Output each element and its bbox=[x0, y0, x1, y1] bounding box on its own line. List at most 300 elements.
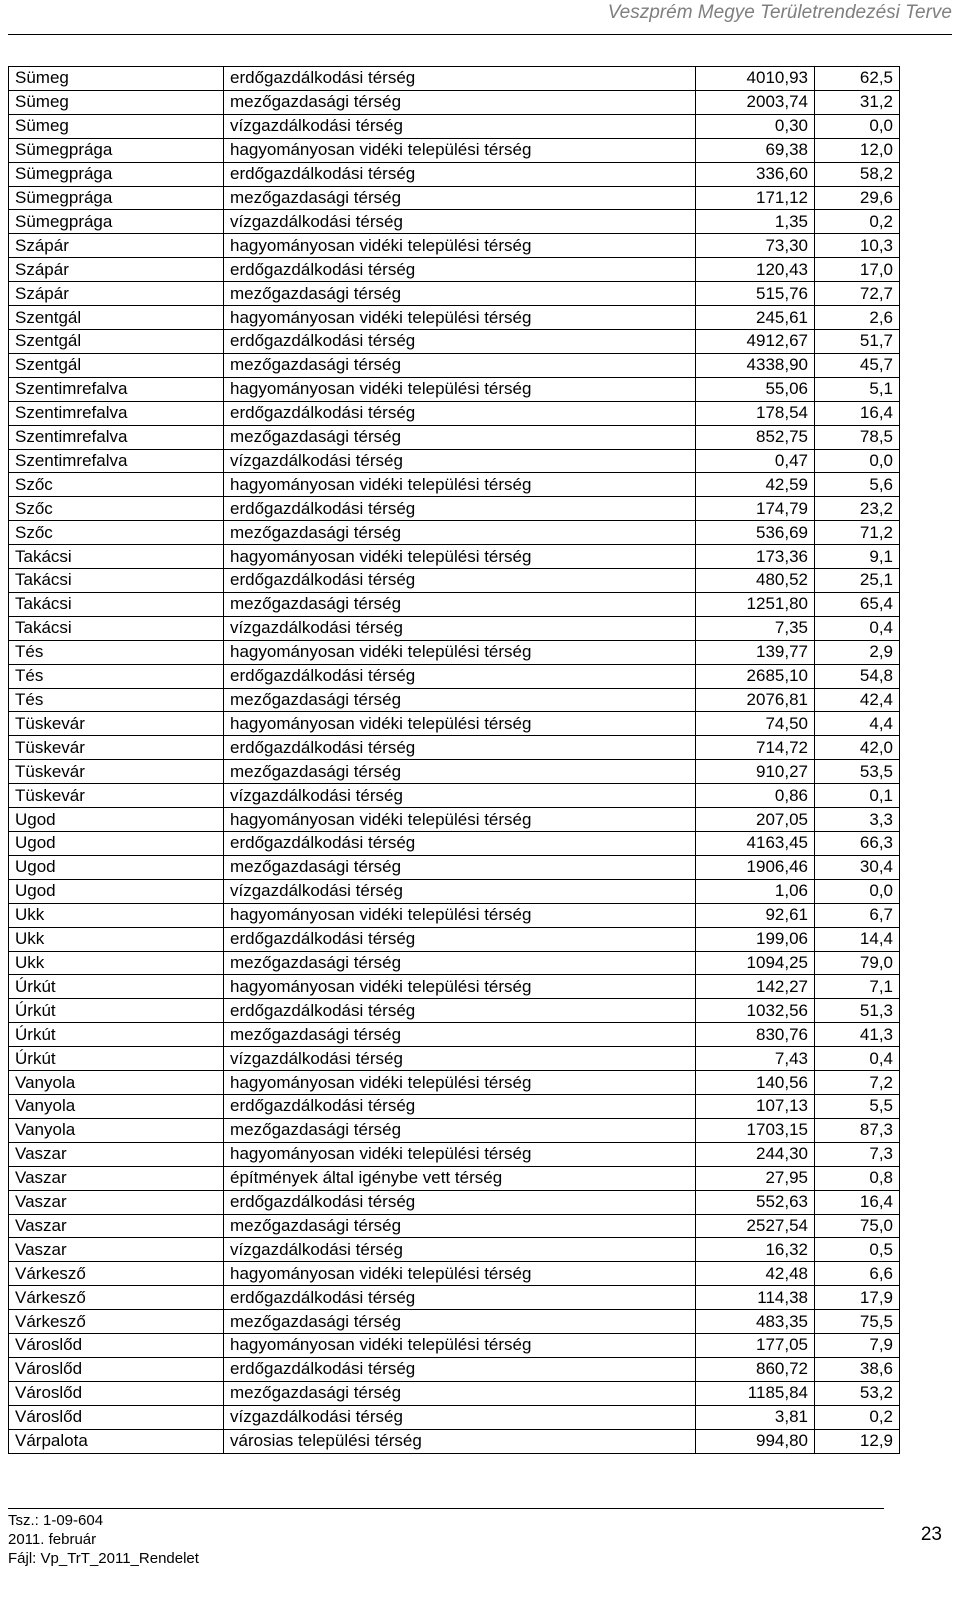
percent-cell: 0,2 bbox=[815, 1405, 900, 1429]
zone-type-cell: vízgazdálkodási térség bbox=[224, 1405, 696, 1429]
settlement-cell: Sümeg bbox=[9, 90, 224, 114]
footer-date: 2011. február bbox=[8, 1531, 97, 1548]
zone-type-cell: vízgazdálkodási térség bbox=[224, 616, 696, 640]
zone-type-cell: erdőgazdálkodási térség bbox=[224, 569, 696, 593]
area-cell: 910,27 bbox=[696, 760, 815, 784]
table-row bbox=[9, 1238, 900, 1262]
area-cell: 177,05 bbox=[696, 1334, 815, 1358]
area-cell: 2003,74 bbox=[696, 90, 815, 114]
area-cell: 73,30 bbox=[696, 234, 815, 258]
settlement-cell: Ukk bbox=[9, 927, 224, 951]
document-header-title: Veszprém Megye Területrendezési Terve bbox=[607, 2, 952, 23]
settlement-cell: Sümegprága bbox=[9, 210, 224, 234]
settlement-cell: Városlőd bbox=[9, 1381, 224, 1405]
area-cell: 244,30 bbox=[696, 1142, 815, 1166]
zone-type-cell: erdőgazdálkodási térség bbox=[224, 736, 696, 760]
percent-cell: 87,3 bbox=[815, 1118, 900, 1142]
area-cell: 4912,67 bbox=[696, 329, 815, 353]
settlement-cell: Szápár bbox=[9, 234, 224, 258]
percent-cell: 9,1 bbox=[815, 545, 900, 569]
percent-cell: 7,9 bbox=[815, 1334, 900, 1358]
area-cell: 994,80 bbox=[696, 1429, 815, 1453]
settlement-cell: Takácsi bbox=[9, 592, 224, 616]
settlement-cell: Szentimrefalva bbox=[9, 401, 224, 425]
percent-cell: 45,7 bbox=[815, 353, 900, 377]
settlement-cell: Szentimrefalva bbox=[9, 377, 224, 401]
percent-cell: 5,5 bbox=[815, 1094, 900, 1118]
table-row bbox=[9, 353, 900, 377]
table-row bbox=[9, 1357, 900, 1381]
settlement-cell: Tés bbox=[9, 688, 224, 712]
settlement-cell: Szőc bbox=[9, 473, 224, 497]
settlement-cell: Tüskevár bbox=[9, 784, 224, 808]
zone-type-cell: vízgazdálkodási térség bbox=[224, 879, 696, 903]
table-row bbox=[9, 784, 900, 808]
percent-cell: 41,3 bbox=[815, 1023, 900, 1047]
table-row bbox=[9, 616, 900, 640]
settlement-cell: Szőc bbox=[9, 521, 224, 545]
zone-type-cell: erdőgazdálkodási térség bbox=[224, 1357, 696, 1381]
area-cell: 174,79 bbox=[696, 497, 815, 521]
settlement-cell: Vaszar bbox=[9, 1214, 224, 1238]
zone-type-cell: hagyományosan vidéki települési térség bbox=[224, 903, 696, 927]
footer-info bbox=[8, 1511, 199, 1568]
zone-type-cell: hagyományosan vidéki települési térség bbox=[224, 377, 696, 401]
zone-type-cell: hagyományosan vidéki települési térség bbox=[224, 712, 696, 736]
table-row bbox=[9, 1047, 900, 1071]
area-cell: 1251,80 bbox=[696, 592, 815, 616]
table-row bbox=[9, 1094, 900, 1118]
zone-type-cell: vízgazdálkodási térség bbox=[224, 1238, 696, 1262]
settlement-cell: Várkesző bbox=[9, 1262, 224, 1286]
settlement-cell: Szentgál bbox=[9, 329, 224, 353]
settlement-cell: Ugod bbox=[9, 855, 224, 879]
area-cell: 483,35 bbox=[696, 1310, 815, 1334]
area-cell: 16,32 bbox=[696, 1238, 815, 1262]
settlement-cell: Szápár bbox=[9, 258, 224, 282]
zone-type-cell: erdőgazdálkodási térség bbox=[224, 497, 696, 521]
area-cell: 1,06 bbox=[696, 879, 815, 903]
settlement-cell: Szentimrefalva bbox=[9, 425, 224, 449]
settlement-cell: Takácsi bbox=[9, 545, 224, 569]
table-row bbox=[9, 951, 900, 975]
table-row bbox=[9, 975, 900, 999]
percent-cell: 17,9 bbox=[815, 1286, 900, 1310]
area-cell: 714,72 bbox=[696, 736, 815, 760]
table-row bbox=[9, 186, 900, 210]
table-row bbox=[9, 1142, 900, 1166]
percent-cell: 0,5 bbox=[815, 1238, 900, 1262]
percent-cell: 42,0 bbox=[815, 736, 900, 760]
area-cell: 0,86 bbox=[696, 784, 815, 808]
area-cell: 178,54 bbox=[696, 401, 815, 425]
settlement-cell: Sümegprága bbox=[9, 162, 224, 186]
table-row bbox=[9, 162, 900, 186]
percent-cell: 6,7 bbox=[815, 903, 900, 927]
zone-type-cell: erdőgazdálkodási térség bbox=[224, 927, 696, 951]
zone-type-cell: mezőgazdasági térség bbox=[224, 1381, 696, 1405]
settlement-cell: Sümegprága bbox=[9, 186, 224, 210]
area-cell: 74,50 bbox=[696, 712, 815, 736]
zone-type-cell: mezőgazdasági térség bbox=[224, 1214, 696, 1238]
percent-cell: 51,3 bbox=[815, 999, 900, 1023]
table-row bbox=[9, 1429, 900, 1453]
settlement-cell: Takácsi bbox=[9, 569, 224, 593]
area-cell: 139,77 bbox=[696, 640, 815, 664]
zone-type-cell: erdőgazdálkodási térség bbox=[224, 1286, 696, 1310]
zone-type-cell: hagyományosan vidéki települési térség bbox=[224, 234, 696, 258]
area-cell: 107,13 bbox=[696, 1094, 815, 1118]
land-use-table bbox=[8, 66, 900, 1454]
zone-type-cell: építmények által igénybe vett térség bbox=[224, 1166, 696, 1190]
area-cell: 114,38 bbox=[696, 1286, 815, 1310]
table-row bbox=[9, 114, 900, 138]
percent-cell: 23,2 bbox=[815, 497, 900, 521]
settlement-cell: Szentimrefalva bbox=[9, 449, 224, 473]
settlement-cell: Várkesző bbox=[9, 1286, 224, 1310]
area-cell: 1,35 bbox=[696, 210, 815, 234]
percent-cell: 75,0 bbox=[815, 1214, 900, 1238]
table-body bbox=[9, 67, 900, 1454]
header-divider bbox=[8, 34, 952, 35]
area-cell: 1094,25 bbox=[696, 951, 815, 975]
area-cell: 552,63 bbox=[696, 1190, 815, 1214]
table-row bbox=[9, 688, 900, 712]
percent-cell: 12,9 bbox=[815, 1429, 900, 1453]
footer-divider bbox=[8, 1508, 884, 1509]
area-cell: 480,52 bbox=[696, 569, 815, 593]
area-cell: 336,60 bbox=[696, 162, 815, 186]
table-row bbox=[9, 545, 900, 569]
table-row bbox=[9, 927, 900, 951]
settlement-cell: Sümeg bbox=[9, 114, 224, 138]
area-cell: 1032,56 bbox=[696, 999, 815, 1023]
percent-cell: 66,3 bbox=[815, 832, 900, 856]
percent-cell: 0,0 bbox=[815, 879, 900, 903]
table-row bbox=[9, 67, 900, 91]
settlement-cell: Szentgál bbox=[9, 353, 224, 377]
zone-type-cell: vízgazdálkodási térség bbox=[224, 449, 696, 473]
percent-cell: 30,4 bbox=[815, 855, 900, 879]
area-cell: 0,30 bbox=[696, 114, 815, 138]
percent-cell: 65,4 bbox=[815, 592, 900, 616]
table-row bbox=[9, 1166, 900, 1190]
settlement-cell: Tüskevár bbox=[9, 712, 224, 736]
zone-type-cell: mezőgazdasági térség bbox=[224, 353, 696, 377]
table-row bbox=[9, 401, 900, 425]
percent-cell: 7,3 bbox=[815, 1142, 900, 1166]
area-cell: 173,36 bbox=[696, 545, 815, 569]
footer-tsz: Tsz.: 1-09-604 bbox=[8, 1512, 104, 1529]
zone-type-cell: erdőgazdálkodási térség bbox=[224, 67, 696, 91]
table-row bbox=[9, 903, 900, 927]
zone-type-cell: erdőgazdálkodási térség bbox=[224, 999, 696, 1023]
percent-cell: 62,5 bbox=[815, 67, 900, 91]
footer-file: Fájl: Vp_TrT_2011_Rendelet bbox=[8, 1550, 199, 1567]
percent-cell: 42,4 bbox=[815, 688, 900, 712]
percent-cell: 16,4 bbox=[815, 1190, 900, 1214]
area-cell: 245,61 bbox=[696, 306, 815, 330]
area-cell: 207,05 bbox=[696, 808, 815, 832]
area-cell: 42,48 bbox=[696, 1262, 815, 1286]
settlement-cell: Szápár bbox=[9, 282, 224, 306]
percent-cell: 71,2 bbox=[815, 521, 900, 545]
area-cell: 4163,45 bbox=[696, 832, 815, 856]
zone-type-cell: hagyományosan vidéki települési térség bbox=[224, 545, 696, 569]
settlement-cell: Úrkút bbox=[9, 975, 224, 999]
table-row bbox=[9, 712, 900, 736]
percent-cell: 78,5 bbox=[815, 425, 900, 449]
table-row bbox=[9, 258, 900, 282]
percent-cell: 10,3 bbox=[815, 234, 900, 258]
zone-type-cell: erdőgazdálkodási térség bbox=[224, 1094, 696, 1118]
area-cell: 199,06 bbox=[696, 927, 815, 951]
percent-cell: 5,1 bbox=[815, 377, 900, 401]
table-row bbox=[9, 473, 900, 497]
area-cell: 42,59 bbox=[696, 473, 815, 497]
percent-cell: 0,4 bbox=[815, 1047, 900, 1071]
area-cell: 852,75 bbox=[696, 425, 815, 449]
percent-cell: 72,7 bbox=[815, 282, 900, 306]
percent-cell: 53,2 bbox=[815, 1381, 900, 1405]
area-cell: 2527,54 bbox=[696, 1214, 815, 1238]
percent-cell: 53,5 bbox=[815, 760, 900, 784]
zone-type-cell: mezőgazdasági térség bbox=[224, 688, 696, 712]
settlement-cell: Vanyola bbox=[9, 1094, 224, 1118]
table-row bbox=[9, 1381, 900, 1405]
settlement-cell: Szőc bbox=[9, 497, 224, 521]
table-row bbox=[9, 1286, 900, 1310]
zone-type-cell: mezőgazdasági térség bbox=[224, 1118, 696, 1142]
zone-type-cell: mezőgazdasági térség bbox=[224, 521, 696, 545]
table-row bbox=[9, 760, 900, 784]
zone-type-cell: hagyományosan vidéki települési térség bbox=[224, 1262, 696, 1286]
settlement-cell: Ugod bbox=[9, 808, 224, 832]
zone-type-cell: mezőgazdasági térség bbox=[224, 90, 696, 114]
percent-cell: 54,8 bbox=[815, 664, 900, 688]
percent-cell: 31,2 bbox=[815, 90, 900, 114]
area-cell: 4010,93 bbox=[696, 67, 815, 91]
zone-type-cell: erdőgazdálkodási térség bbox=[224, 329, 696, 353]
settlement-cell: Városlőd bbox=[9, 1405, 224, 1429]
table-row bbox=[9, 1334, 900, 1358]
zone-type-cell: erdőgazdálkodási térség bbox=[224, 832, 696, 856]
table-row bbox=[9, 1214, 900, 1238]
percent-cell: 12,0 bbox=[815, 138, 900, 162]
settlement-cell: Úrkút bbox=[9, 999, 224, 1023]
percent-cell: 7,2 bbox=[815, 1071, 900, 1095]
area-cell: 92,61 bbox=[696, 903, 815, 927]
percent-cell: 4,4 bbox=[815, 712, 900, 736]
table-row bbox=[9, 855, 900, 879]
zone-type-cell: városias települési térség bbox=[224, 1429, 696, 1453]
table-row bbox=[9, 210, 900, 234]
table-row bbox=[9, 592, 900, 616]
settlement-cell: Ukk bbox=[9, 951, 224, 975]
area-cell: 1703,15 bbox=[696, 1118, 815, 1142]
percent-cell: 0,0 bbox=[815, 449, 900, 473]
zone-type-cell: hagyományosan vidéki települési térség bbox=[224, 640, 696, 664]
zone-type-cell: erdőgazdálkodási térség bbox=[224, 664, 696, 688]
settlement-cell: Városlőd bbox=[9, 1334, 224, 1358]
zone-type-cell: hagyományosan vidéki települési térség bbox=[224, 1071, 696, 1095]
percent-cell: 0,1 bbox=[815, 784, 900, 808]
settlement-cell: Várkesző bbox=[9, 1310, 224, 1334]
zone-type-cell: hagyományosan vidéki települési térség bbox=[224, 808, 696, 832]
percent-cell: 2,9 bbox=[815, 640, 900, 664]
table-row bbox=[9, 664, 900, 688]
zone-type-cell: erdőgazdálkodási térség bbox=[224, 401, 696, 425]
area-cell: 7,43 bbox=[696, 1047, 815, 1071]
area-cell: 0,47 bbox=[696, 449, 815, 473]
table-row bbox=[9, 1190, 900, 1214]
settlement-cell: Várpalota bbox=[9, 1429, 224, 1453]
settlement-cell: Sümeg bbox=[9, 67, 224, 91]
settlement-cell: Ugod bbox=[9, 879, 224, 903]
zone-type-cell: mezőgazdasági térség bbox=[224, 1023, 696, 1047]
percent-cell: 29,6 bbox=[815, 186, 900, 210]
zone-type-cell: hagyományosan vidéki települési térség bbox=[224, 306, 696, 330]
zone-type-cell: mezőgazdasági térség bbox=[224, 425, 696, 449]
table-row bbox=[9, 497, 900, 521]
zone-type-cell: erdőgazdálkodási térség bbox=[224, 162, 696, 186]
zone-type-cell: mezőgazdasági térség bbox=[224, 186, 696, 210]
table-row bbox=[9, 736, 900, 760]
table-row bbox=[9, 1262, 900, 1286]
settlement-cell: Vaszar bbox=[9, 1190, 224, 1214]
settlement-cell: Úrkút bbox=[9, 1047, 224, 1071]
table-row bbox=[9, 640, 900, 664]
area-cell: 171,12 bbox=[696, 186, 815, 210]
percent-cell: 75,5 bbox=[815, 1310, 900, 1334]
table-row bbox=[9, 282, 900, 306]
percent-cell: 0,2 bbox=[815, 210, 900, 234]
percent-cell: 58,2 bbox=[815, 162, 900, 186]
percent-cell: 0,4 bbox=[815, 616, 900, 640]
percent-cell: 17,0 bbox=[815, 258, 900, 282]
table-row bbox=[9, 90, 900, 114]
zone-type-cell: hagyományosan vidéki települési térség bbox=[224, 975, 696, 999]
settlement-cell: Takácsi bbox=[9, 616, 224, 640]
area-cell: 27,95 bbox=[696, 1166, 815, 1190]
percent-cell: 51,7 bbox=[815, 329, 900, 353]
settlement-cell: Ugod bbox=[9, 832, 224, 856]
settlement-cell: Vaszar bbox=[9, 1142, 224, 1166]
settlement-cell: Szentgál bbox=[9, 306, 224, 330]
percent-cell: 14,4 bbox=[815, 927, 900, 951]
table-row bbox=[9, 425, 900, 449]
settlement-cell: Tüskevár bbox=[9, 760, 224, 784]
table-row bbox=[9, 1405, 900, 1429]
percent-cell: 25,1 bbox=[815, 569, 900, 593]
table-row bbox=[9, 521, 900, 545]
settlement-cell: Vaszar bbox=[9, 1166, 224, 1190]
zone-type-cell: mezőgazdasági térség bbox=[224, 1310, 696, 1334]
area-cell: 69,38 bbox=[696, 138, 815, 162]
table-row bbox=[9, 138, 900, 162]
area-cell: 3,81 bbox=[696, 1405, 815, 1429]
table-row bbox=[9, 329, 900, 353]
zone-type-cell: mezőgazdasági térség bbox=[224, 592, 696, 616]
percent-cell: 0,8 bbox=[815, 1166, 900, 1190]
settlement-cell: Tés bbox=[9, 664, 224, 688]
table-row bbox=[9, 1023, 900, 1047]
zone-type-cell: hagyományosan vidéki települési térség bbox=[224, 1142, 696, 1166]
area-cell: 142,27 bbox=[696, 975, 815, 999]
area-cell: 7,35 bbox=[696, 616, 815, 640]
area-cell: 1906,46 bbox=[696, 855, 815, 879]
area-cell: 536,69 bbox=[696, 521, 815, 545]
settlement-cell: Sümegprága bbox=[9, 138, 224, 162]
area-cell: 2685,10 bbox=[696, 664, 815, 688]
percent-cell: 79,0 bbox=[815, 951, 900, 975]
settlement-cell: Úrkút bbox=[9, 1023, 224, 1047]
table-row bbox=[9, 1310, 900, 1334]
percent-cell: 6,6 bbox=[815, 1262, 900, 1286]
percent-cell: 16,4 bbox=[815, 401, 900, 425]
percent-cell: 2,6 bbox=[815, 306, 900, 330]
zone-type-cell: vízgazdálkodási térség bbox=[224, 114, 696, 138]
table-row bbox=[9, 879, 900, 903]
zone-type-cell: hagyományosan vidéki települési térség bbox=[224, 138, 696, 162]
table-row bbox=[9, 1118, 900, 1142]
table-row bbox=[9, 569, 900, 593]
page-number: 23 bbox=[920, 1524, 942, 1545]
area-cell: 1185,84 bbox=[696, 1381, 815, 1405]
zone-type-cell: hagyományosan vidéki települési térség bbox=[224, 1334, 696, 1358]
settlement-cell: Vaszar bbox=[9, 1238, 224, 1262]
table-row bbox=[9, 1071, 900, 1095]
zone-type-cell: mezőgazdasági térség bbox=[224, 760, 696, 784]
zone-type-cell: mezőgazdasági térség bbox=[224, 855, 696, 879]
settlement-cell: Vanyola bbox=[9, 1071, 224, 1095]
zone-type-cell: mezőgazdasági térség bbox=[224, 282, 696, 306]
table-row bbox=[9, 808, 900, 832]
zone-type-cell: erdőgazdálkodási térség bbox=[224, 1190, 696, 1214]
area-cell: 860,72 bbox=[696, 1357, 815, 1381]
table-row bbox=[9, 306, 900, 330]
settlement-cell: Városlőd bbox=[9, 1357, 224, 1381]
percent-cell: 5,6 bbox=[815, 473, 900, 497]
area-cell: 4338,90 bbox=[696, 353, 815, 377]
zone-type-cell: vízgazdálkodási térség bbox=[224, 210, 696, 234]
zone-type-cell: vízgazdálkodási térség bbox=[224, 1047, 696, 1071]
settlement-cell: Tüskevár bbox=[9, 736, 224, 760]
table-row bbox=[9, 377, 900, 401]
area-cell: 55,06 bbox=[696, 377, 815, 401]
zone-type-cell: mezőgazdasági térség bbox=[224, 951, 696, 975]
percent-cell: 38,6 bbox=[815, 1357, 900, 1381]
settlement-cell: Ukk bbox=[9, 903, 224, 927]
area-cell: 120,43 bbox=[696, 258, 815, 282]
table-row bbox=[9, 234, 900, 258]
area-cell: 2076,81 bbox=[696, 688, 815, 712]
zone-type-cell: erdőgazdálkodási térség bbox=[224, 258, 696, 282]
zone-type-cell: hagyományosan vidéki települési térség bbox=[224, 473, 696, 497]
table-row bbox=[9, 832, 900, 856]
percent-cell: 0,0 bbox=[815, 114, 900, 138]
percent-cell: 7,1 bbox=[815, 975, 900, 999]
area-cell: 830,76 bbox=[696, 1023, 815, 1047]
area-cell: 140,56 bbox=[696, 1071, 815, 1095]
percent-cell: 3,3 bbox=[815, 808, 900, 832]
table-row bbox=[9, 999, 900, 1023]
zone-type-cell: vízgazdálkodási térség bbox=[224, 784, 696, 808]
settlement-cell: Tés bbox=[9, 640, 224, 664]
area-cell: 515,76 bbox=[696, 282, 815, 306]
table-row bbox=[9, 449, 900, 473]
settlement-cell: Vanyola bbox=[9, 1118, 224, 1142]
